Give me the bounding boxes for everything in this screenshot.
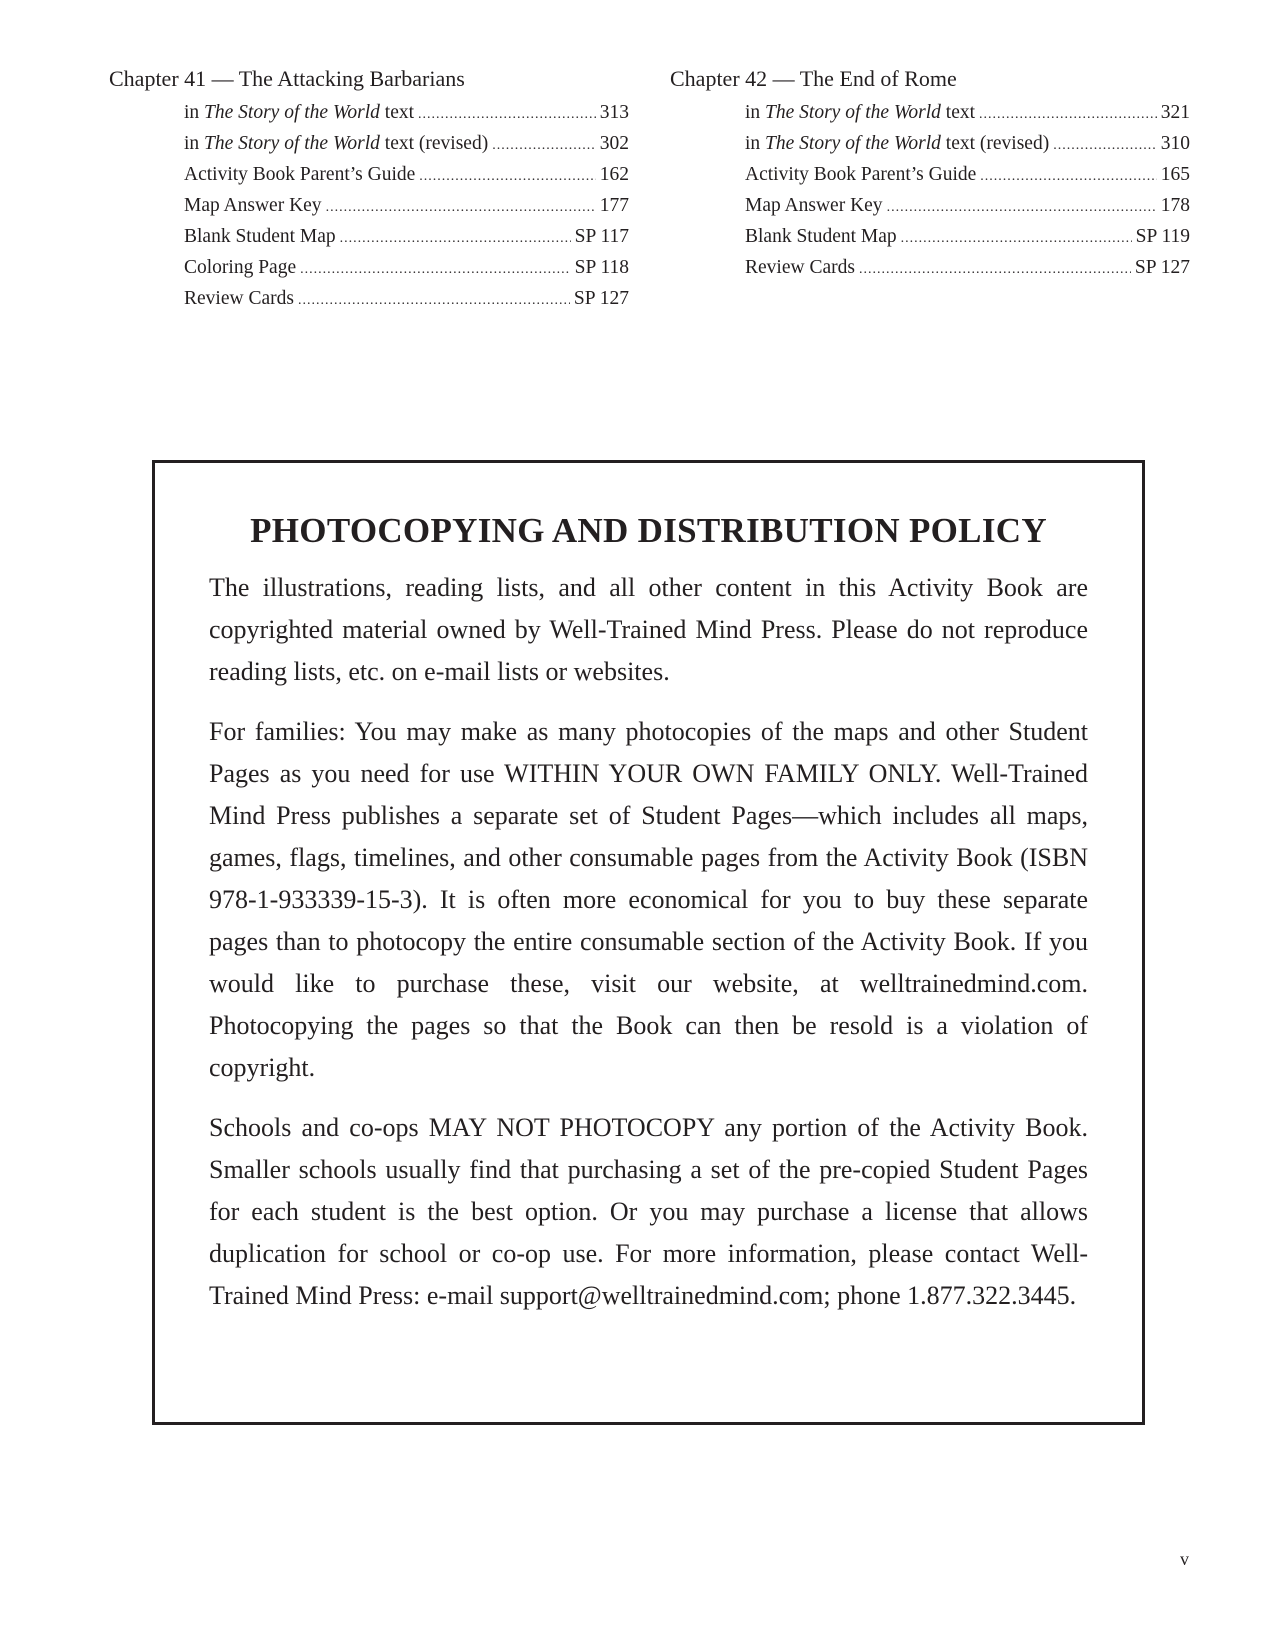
- toc-entry: [745, 160, 1190, 191]
- toc-entry-page: 178: [1160, 195, 1190, 216]
- toc-column-chapter-42: [670, 64, 1190, 284]
- toc-entry-page: 313: [599, 102, 629, 123]
- dot-leader: [419, 162, 595, 191]
- toc-entry-page: SP 118: [574, 257, 629, 278]
- dot-leader: [980, 162, 1156, 191]
- toc-entry-label: in The Story of the World text (revised): [745, 133, 1050, 154]
- toc-entry-list: [670, 98, 1190, 284]
- chapter-title: Chapter 41 — The Attacking Barbarians: [109, 66, 465, 91]
- toc-entry-label: Blank Student Map: [745, 226, 897, 247]
- toc-entry-label: Map Answer Key: [184, 195, 322, 216]
- policy-paragraph-schools: Schools and co-ops MAY NOT PHOTOCOPY any portion of the Activity Book. Smaller schools usually find that purchasing a set of the pre-copied Student Pages for each student is the best option. Or you may purchase a license that allows duplication for school or co-op use. For more information, please contact Well-Trained Mind Press: e-mail support@welltrainedmind.com; phone 1.877.322.3445.: [209, 1113, 1088, 1310]
- policy-title: PHOTOCOPYING AND DISTRIBUTION POLICY: [250, 511, 1047, 550]
- toc-entry: [745, 98, 1190, 129]
- dot-leader: [492, 131, 596, 160]
- toc-entry-label: Map Answer Key: [745, 195, 883, 216]
- toc-entry: [184, 253, 629, 284]
- page-number: v: [1180, 1549, 1189, 1569]
- dot-leader: [901, 224, 1132, 253]
- toc-entry: [184, 222, 629, 253]
- toc-entry-label: Activity Book Parent’s Guide: [745, 164, 977, 185]
- toc-entry-page: SP 127: [1134, 257, 1190, 278]
- toc-entry: [184, 191, 629, 222]
- toc-entry-page: 321: [1160, 102, 1190, 123]
- toc-entry-page: 165: [1160, 164, 1190, 185]
- toc-entry-label: in The Story of the World text: [745, 102, 976, 123]
- toc-entry-page: SP 119: [1135, 226, 1190, 247]
- dot-leader: [418, 100, 596, 129]
- toc-entry: [184, 160, 629, 191]
- toc-entry-label: Blank Student Map: [184, 226, 336, 247]
- policy-paragraph-copyright: The illustrations, reading lists, and all other content in this Activity Book are copyrighted material owned by Well-Trained Mind Press. Please do not reproduce reading lists, etc. on e-mail lists or websites.: [209, 573, 1088, 686]
- dot-leader: [326, 193, 596, 222]
- dot-leader: [979, 100, 1157, 129]
- dot-leader: [300, 255, 571, 284]
- toc-entry: [184, 98, 629, 129]
- policy-box: [152, 460, 1145, 1425]
- toc-entry-label: Coloring Page: [184, 257, 297, 278]
- dot-leader: [887, 193, 1157, 222]
- toc-entry-page: SP 127: [573, 288, 629, 309]
- toc-column-chapter-41: [109, 64, 629, 315]
- toc-entry-label: in The Story of the World text (revised): [184, 133, 489, 154]
- toc-entry-label: in The Story of the World text: [184, 102, 415, 123]
- chapter-title: Chapter 42 — The End of Rome: [670, 66, 957, 91]
- toc-entry-label: Review Cards: [184, 288, 294, 309]
- toc-entry-page: 162: [599, 164, 629, 185]
- policy-paragraph-families: For families: You may make as many photocopies of the maps and other Student Pages as you need for use WITHIN YOUR OWN FAMILY ONLY. Well-Trained Mind Press publishes a separate set of Student Pages—which includes all maps, games, flags, timelines, and other consumable pages from the Activity Book (ISBN 978-1-933339-15-3). It is often more economical for you to buy these separate pages than to photocopy the entire consumable section of the Activity Book. If you would like to purchase these, visit our website, at welltrainedmind.com. Photocopying the pages so that the Book can then be resold is a violation of copyright.: [209, 717, 1088, 1082]
- toc-entry: [745, 222, 1190, 253]
- toc-entry-label: Review Cards: [745, 257, 855, 278]
- toc-entry-page: 310: [1160, 133, 1190, 154]
- dot-leader: [340, 224, 571, 253]
- toc-entry-page: SP 117: [574, 226, 629, 247]
- dot-leader: [298, 286, 570, 315]
- toc-entry-page: 177: [599, 195, 629, 216]
- toc-entry-list: [109, 98, 629, 315]
- toc-entry: [745, 129, 1190, 160]
- dot-leader: [1053, 131, 1157, 160]
- toc-entry: [184, 284, 629, 315]
- toc-entry-label: Activity Book Parent’s Guide: [184, 164, 416, 185]
- toc-entry: [184, 129, 629, 160]
- toc-entry: [745, 253, 1190, 284]
- dot-leader: [859, 255, 1131, 284]
- toc-entry: [745, 191, 1190, 222]
- toc-entry-page: 302: [599, 133, 629, 154]
